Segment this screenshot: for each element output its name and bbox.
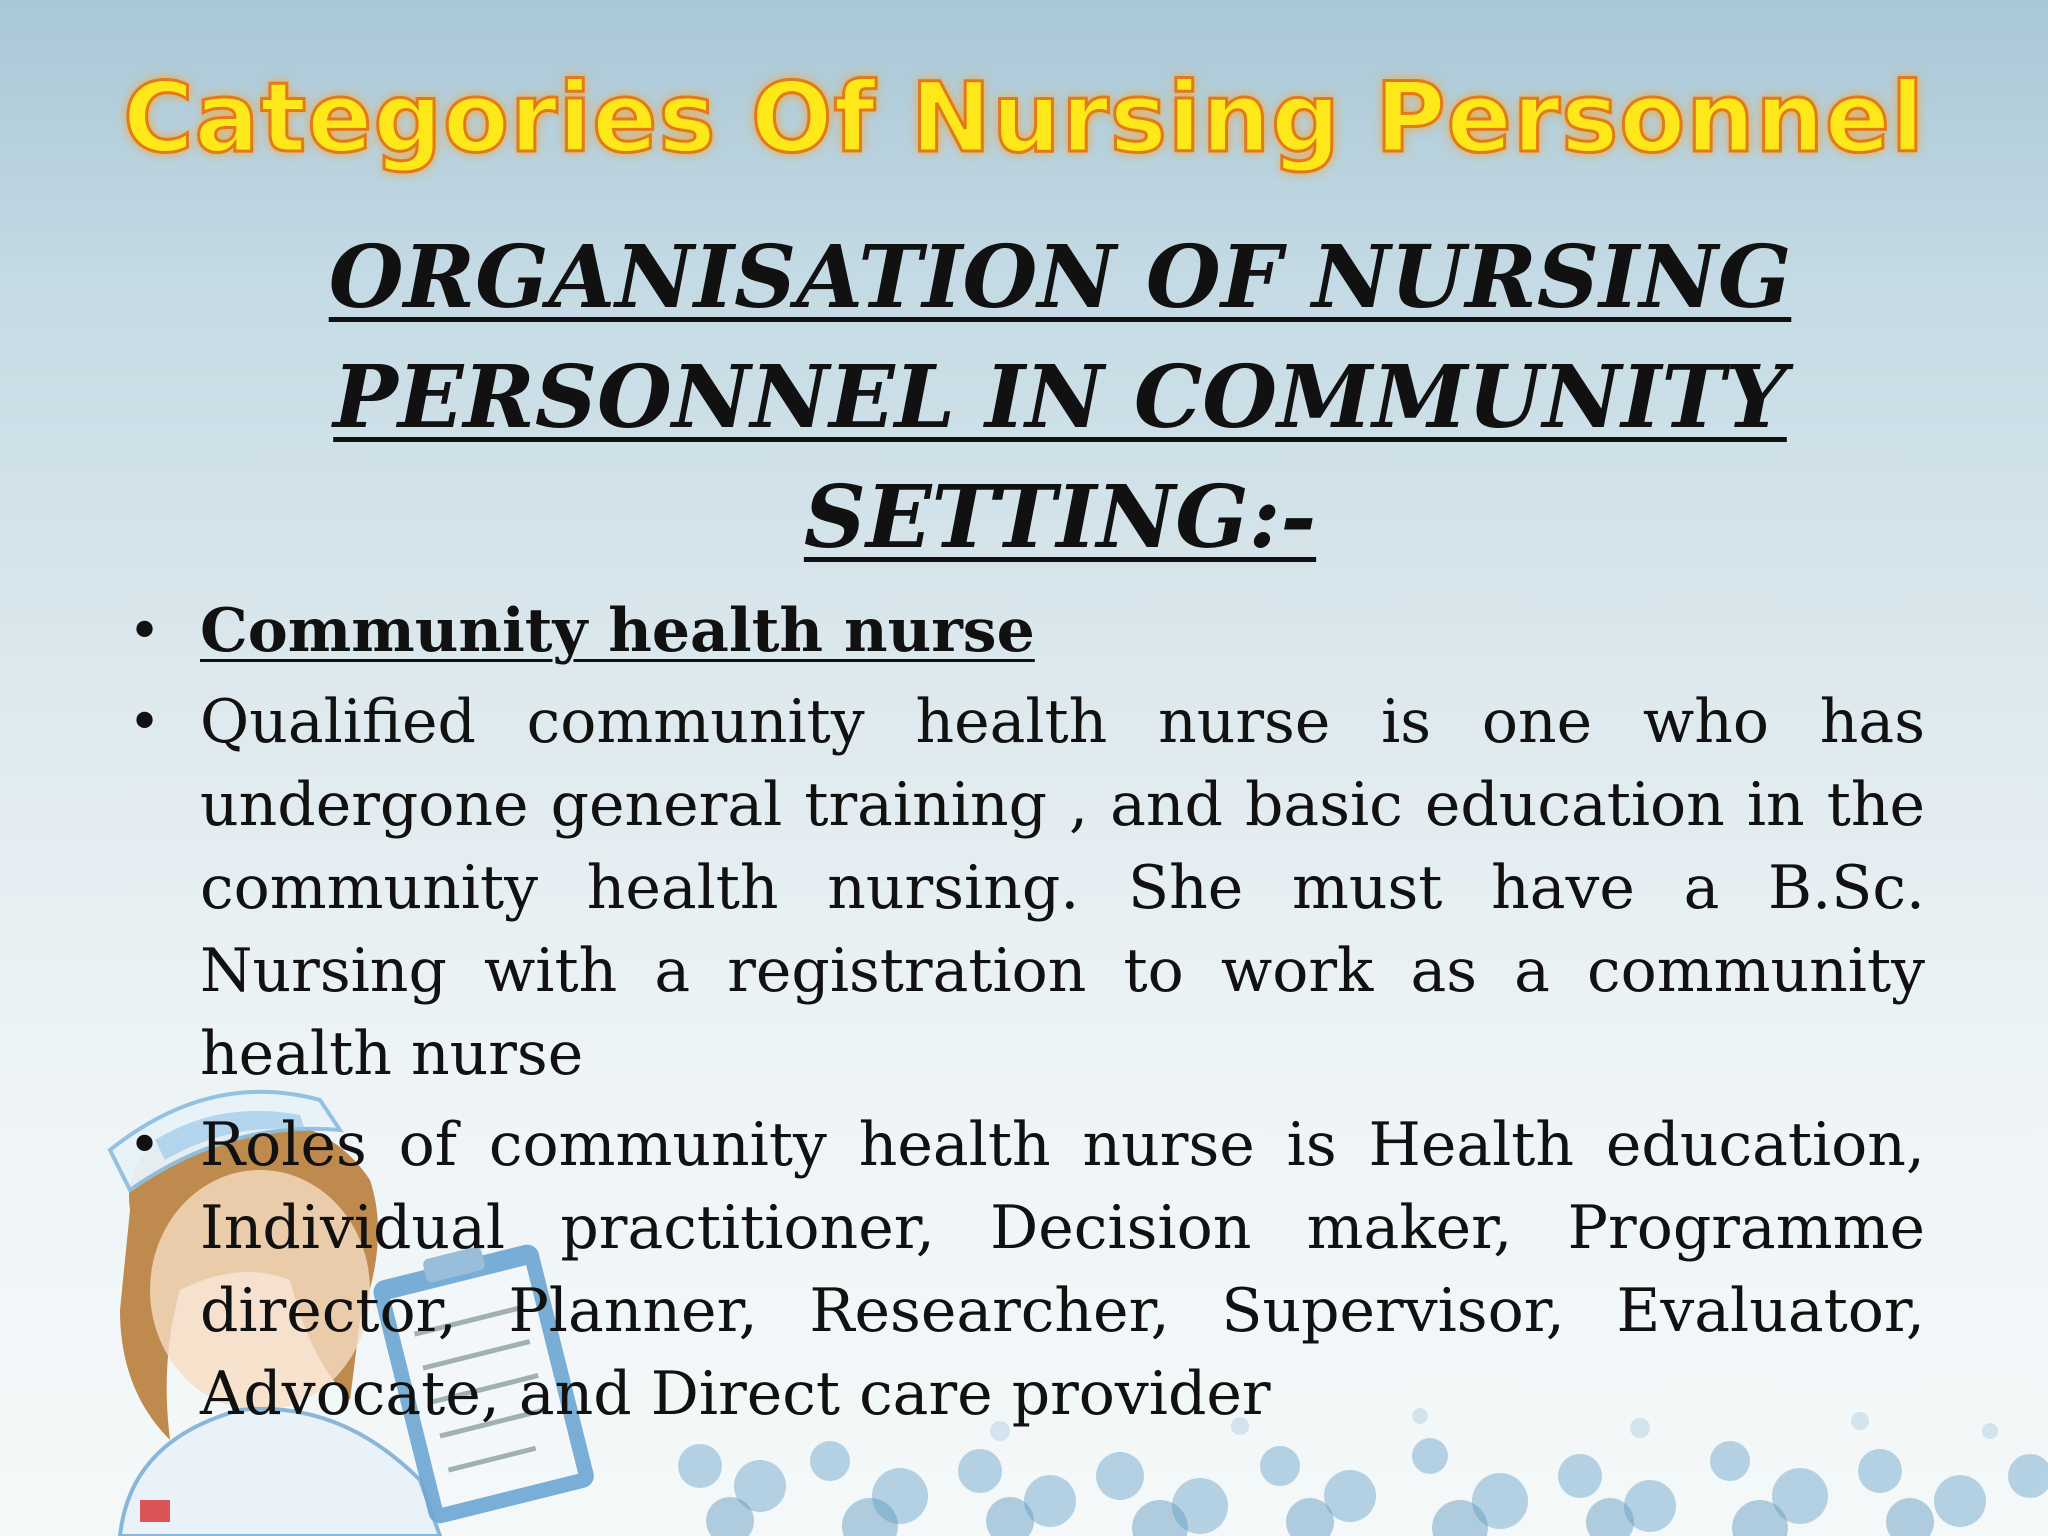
bullet-icon: •: [128, 690, 162, 755]
bullet-icon: •: [128, 599, 162, 664]
slide-subtitle: ORGANISATION OF NURSING PERSONNEL IN COMMUNITY SETTING:-: [328, 227, 1792, 568]
bullet-item-heading: [120, 590, 1925, 673]
slide-title: Categories Of Nursing Personnel: [123, 62, 1925, 174]
bullet-item-qualification: [120, 681, 1925, 1096]
bullet-item-roles: [120, 1104, 1925, 1436]
bullet-icon: •: [128, 1113, 162, 1178]
bullet-text: Qualified community health nurse is one who has undergone general training , and basic education in the community health nursing. She must have a B.Sc. Nursing with a registration to work as a community health nurse: [200, 687, 1925, 1089]
bullet-text: Community health nurse: [200, 596, 1035, 666]
bullet-list: [120, 590, 1925, 1444]
bullet-text: Roles of community health nurse is Health education, Individual practitioner, Decision maker, Programme director, Planner, Researcher, Supervisor, Evaluator, Advocate, and Direct care provider: [200, 1110, 1925, 1429]
